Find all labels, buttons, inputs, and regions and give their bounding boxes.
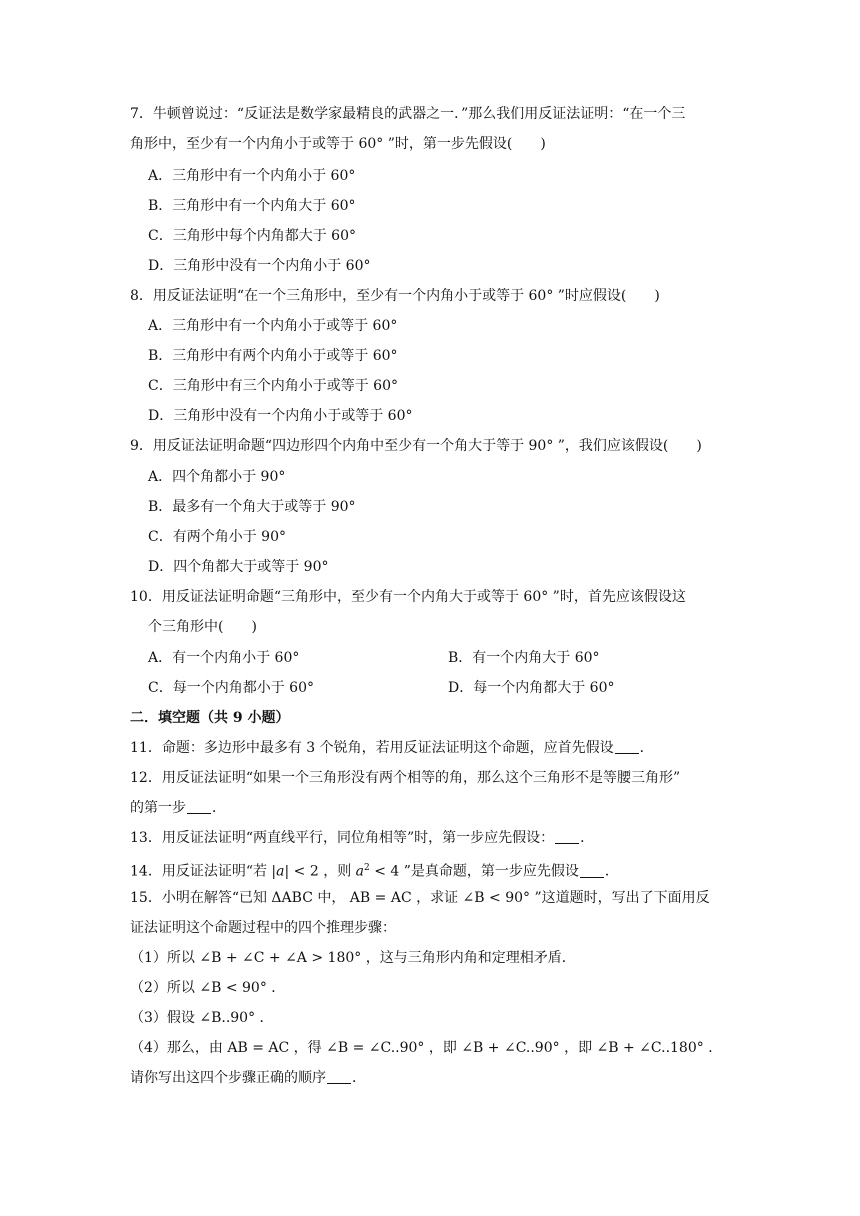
q12-line2-text: 的第一步 bbox=[130, 800, 186, 816]
q9-option-c: C．有两个角小于 90° bbox=[148, 529, 286, 545]
q8-option-d: D．三角形中没有一个内角小于或等于 60° bbox=[148, 408, 413, 424]
q9-stem: 9．用反证法证明命题“四边形四个内角中至少有一个角大于等于 90° ”，我们应该假设( ) bbox=[130, 438, 702, 454]
answer-blank bbox=[615, 739, 639, 754]
q15-ask-text: 请你写出这四个步骤正确的顺序 bbox=[130, 1070, 326, 1086]
q15-line1: 15．小明在解答“已知 ΔABC 中， AB = AC ，求证 ∠B < 90° ”这道题时，写出了下面用反 bbox=[130, 890, 710, 906]
answer-blank bbox=[580, 863, 604, 878]
q14-end: ． bbox=[604, 863, 619, 880]
q7-option-d: D．三角形中没有一个内角小于 60° bbox=[148, 258, 371, 274]
section-heading-fill-in: 二．填空题（共 9 小题） bbox=[130, 710, 290, 726]
q14 bbox=[130, 858, 619, 882]
q10-option-c: C．每一个内角都小于 60° bbox=[148, 680, 314, 696]
q12-line1: 12．用反证法证明“如果一个三角形没有两个相等的角，那么这个三角形不是等腰三角形” bbox=[130, 770, 681, 786]
q7-stem-line1: 7．牛顿曾说过：“反证法是数学家最精良的武器之一．”那么我们用反证法证明：“在一个三 bbox=[130, 106, 686, 122]
q14-var-a: a bbox=[276, 863, 285, 880]
q15-step-1: （1）所以 ∠B + ∠C + ∠A > 180° ，这与三角形内角和定理相矛盾． bbox=[130, 950, 576, 966]
q15-ask bbox=[130, 1068, 366, 1088]
answer-blank bbox=[555, 829, 579, 844]
q10-stem-line2: 个三角形中( ) bbox=[148, 619, 257, 635]
q12-line2 bbox=[130, 798, 226, 818]
q14-var-a2: a bbox=[355, 863, 365, 880]
q7-option-c: C．三角形中每个内角都大于 60° bbox=[148, 228, 356, 244]
q11-end: ． bbox=[639, 740, 654, 756]
q8-stem: 8．用反证法证明“在一个三角形中，至少有一个内角小于或等于 60° ”时应假设( ) bbox=[130, 288, 660, 304]
q7-option-a: A．三角形中有一个内角小于 60° bbox=[148, 168, 356, 184]
q14-exponent: 2 bbox=[364, 863, 370, 873]
q12-end: ． bbox=[212, 800, 226, 816]
q9-option-d: D．四个角都大于或等于 90° bbox=[148, 559, 329, 575]
q10-option-d: D．每一个内角都大于 60° bbox=[448, 680, 615, 696]
q7-stem-line2: 角形中，至少有一个内角小于或等于 60° ”时，第一步先假设( ) bbox=[130, 136, 546, 152]
q13-end: ． bbox=[580, 830, 595, 846]
q8-option-a: A．三角形中有一个内角小于或等于 60° bbox=[148, 318, 398, 334]
q14-pre: 14．用反证法证明“若 | bbox=[130, 863, 277, 880]
q8-option-c: C．三角形中有三个内角小于或等于 60° bbox=[148, 378, 398, 394]
q8-option-b: B．三角形中有两个内角小于或等于 60° bbox=[148, 348, 398, 364]
q13-text: 13．用反证法证明“两直线平行，同位角相等”时，第一步应先假设： bbox=[130, 830, 555, 846]
q13 bbox=[130, 828, 594, 848]
q15-step-3: （3）假设 ∠B..90° ． bbox=[130, 1010, 274, 1026]
q11 bbox=[130, 738, 654, 758]
q9-option-a: A．四个角都小于 90° bbox=[148, 469, 286, 485]
q10-option-b: B．有一个内角大于 60° bbox=[448, 650, 600, 666]
q10-stem-line1: 10．用反证法证明命题“三角形中，至少有一个内角大于或等于 60° ”时，首先应该假设这 bbox=[130, 589, 686, 605]
q15-line2: 证法证明这个命题过程中的四个推理步骤： bbox=[130, 920, 396, 936]
q14-mid2: < 4 ”是真命题，第一步应先假设 bbox=[369, 863, 579, 880]
q10-option-a: A．有一个内角小于 60° bbox=[148, 650, 300, 666]
q15-step-2: （2）所以 ∠B < 90° ． bbox=[130, 980, 286, 996]
q15-end: ． bbox=[352, 1070, 366, 1086]
q9-option-b: B．最多有一个角大于或等于 90° bbox=[148, 499, 356, 515]
q15-step-4: （4）那么，由 AB = AC ，得 ∠B = ∠C..90° ，即 ∠B + ∠C..90° ，即 ∠B + ∠C..180° ． bbox=[130, 1040, 723, 1056]
q11-text: 11．命题：多边形中最多有 3 个锐角，若用反证法证明这个命题，应首先假设 bbox=[130, 740, 614, 756]
answer-blank bbox=[187, 799, 211, 814]
q7-option-b: B．三角形中有一个内角大于 60° bbox=[148, 198, 356, 214]
q14-mid1: | < 2 ，则 bbox=[284, 863, 356, 880]
answer-blank bbox=[327, 1069, 351, 1084]
